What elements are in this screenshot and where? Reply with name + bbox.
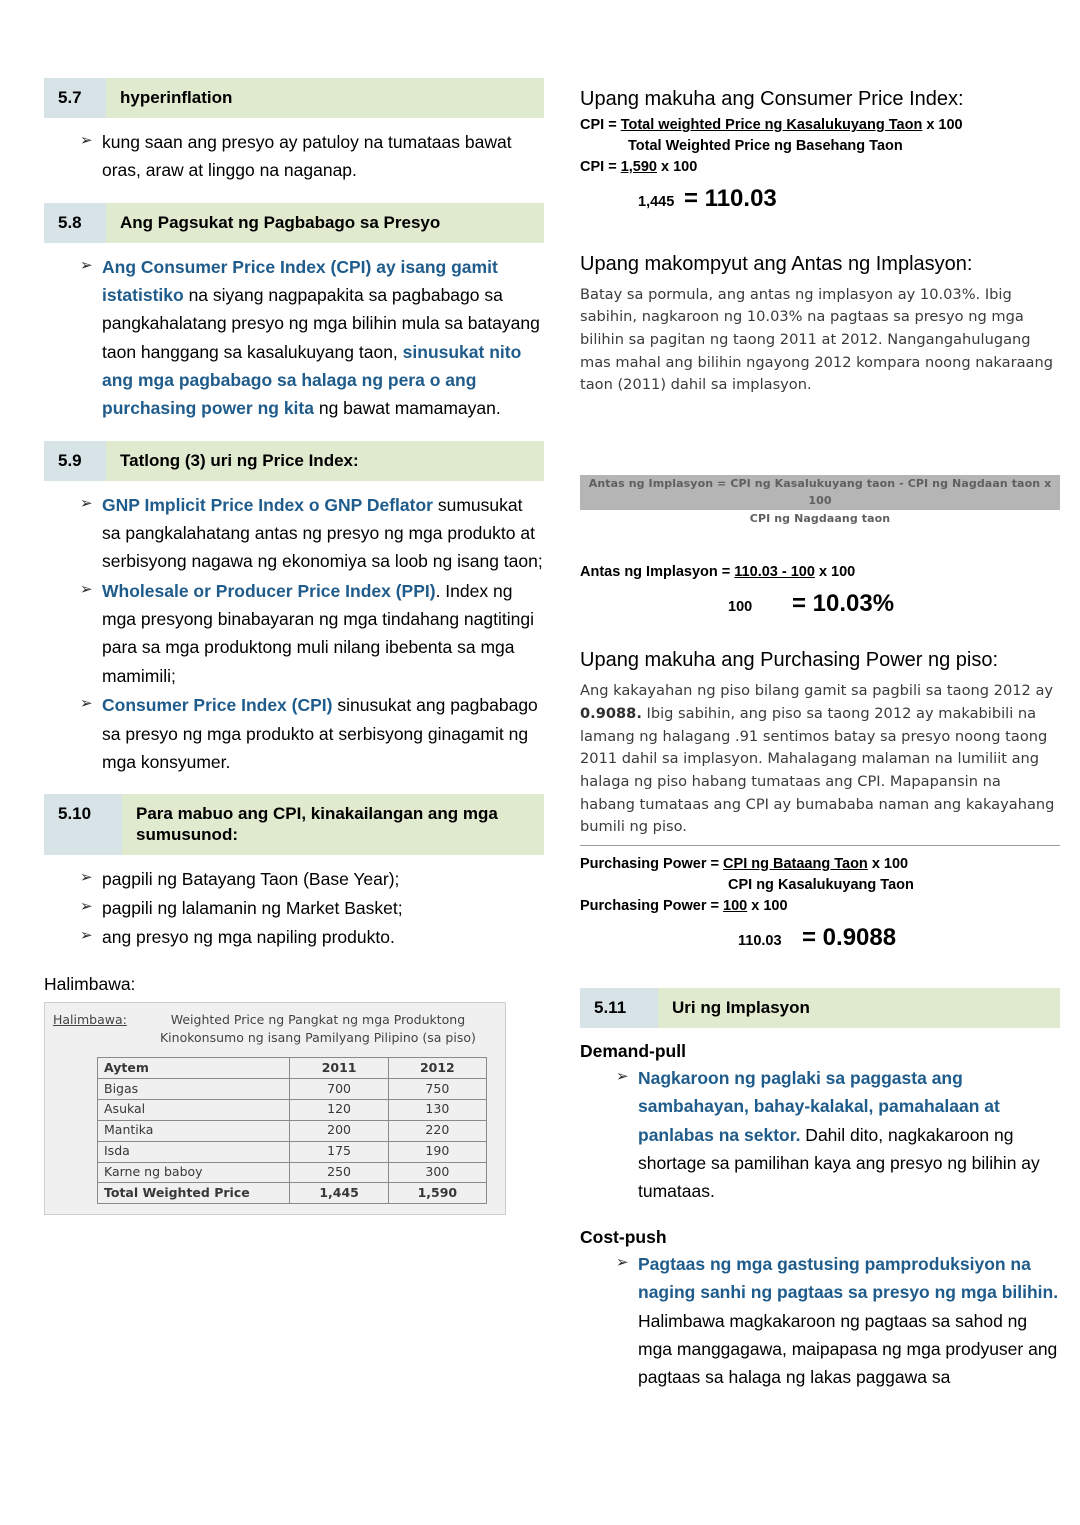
list-item: [44, 491, 544, 576]
list-item: [580, 1250, 1060, 1392]
weighted-price-table: [97, 1057, 487, 1204]
purchasing-formula-prefix: Purchasing Power =: [580, 855, 724, 872]
inflation-scan-formula: [580, 475, 1060, 528]
list-item-bold-text: Nagkaroon ng paglaki sa paggasta ang sambahayan, bahay-kalakal, pamahalaan at panlabas na sektor.: [638, 1067, 1000, 1145]
inflation-scan-formula-line1: Antas ng Implasyon = CPI ng Kasalukuyang taon - CPI ng Nagdaan taon x 100: [580, 475, 1060, 510]
bullet-arrow-icon: ➢: [80, 256, 93, 274]
section-title: Ang Pagsukat ng Pagbabago sa Presyo: [120, 212, 441, 232]
section-title: Uri ng Implasyon: [672, 997, 810, 1017]
cell-item: Mantika: [98, 1120, 290, 1141]
section-header-5-7: [44, 78, 544, 118]
bullet-arrow-icon: ➢: [80, 695, 93, 713]
section-title: Para mabuo ang CPI, kinakailangan ang mga sumusunod:: [136, 804, 498, 845]
inflation-calc-numerator: 110.03 - 100: [734, 563, 815, 580]
cpi-calc-suffix: x 100: [657, 159, 698, 176]
bullet-list-cost-push: [580, 1250, 1060, 1392]
cell-item: Isda: [98, 1141, 290, 1162]
weighted-price-figure: [44, 1002, 506, 1216]
list-item-plain-text: sinusukat ang pagbabago sa presyo ng mga produkto at serbisyong ginagamit ng mga konsyumer.: [102, 695, 538, 772]
subheading-demand-pull: Demand-pull: [580, 1040, 686, 1061]
cell-2011: 700: [290, 1079, 388, 1100]
bullet-arrow-icon: ➢: [80, 132, 93, 149]
bullet-list-5-9: [44, 491, 544, 776]
bullet-arrow-icon: ➢: [616, 1253, 629, 1271]
list-item-bold-text: Pagtaas ng mga gastusing pamproduksiyon na naging sanhi ng pagtaas sa presyo ng mga bilihin.: [638, 1253, 1059, 1303]
bullet-arrow-icon: ➢: [616, 1067, 629, 1085]
section-number: 5.8: [44, 203, 106, 243]
inflation-block-title: Upang makompyut ang Antas ng Implasyon:: [580, 252, 973, 275]
list-item-bold-text: GNP Implicit Price Index o GNP Deflator: [102, 494, 433, 515]
purchasing-formula-line3: [580, 896, 1060, 917]
cell-item: Asukal: [98, 1099, 290, 1120]
bullet-list-5-7: [44, 128, 544, 185]
purchasing-result: = 0.9088: [802, 923, 897, 951]
table-row: [98, 1099, 487, 1120]
list-item-bold-text-2: sinusukat nito ang mga pagbabago sa halaga ng pera o ang purchasing power ng kita: [102, 341, 522, 419]
figure-caption-line2: Kinokonsumo ng isang Pamilyang Pilipino (sa piso): [159, 1030, 476, 1046]
purchasing-formula-suffix: x 100: [867, 855, 909, 872]
list-item-text: kung saan ang presyo ay patuloy na tumataas bawat oras, araw at linggo na naganap.: [102, 132, 512, 181]
bullet-list-demand-pull: [580, 1064, 1060, 1206]
cell-2011: 120: [290, 1099, 388, 1120]
section-number: 5.11: [580, 988, 658, 1028]
section-number: 5.7: [44, 78, 106, 118]
inflation-calc-prefix: Antas ng Implasyon =: [580, 563, 735, 580]
scan-divider: [580, 845, 1060, 846]
cpi-formula-prefix: CPI =: [580, 117, 621, 133]
purchasing-scan-bold: 0.9088.: [580, 705, 642, 723]
cpi-formula: [580, 115, 1060, 217]
list-item: [580, 1064, 1060, 1206]
list-item: [44, 253, 544, 423]
purchasing-formula-denominator: CPI ng Kasalukuyang Taon: [728, 876, 914, 893]
purchasing-calc-denominator: 110.03: [738, 932, 782, 949]
figure-caption-line1: Weighted Price ng Pangkat ng mga Produktong: [170, 1011, 466, 1027]
section-number: 5.9: [44, 441, 106, 481]
purchasing-block-title: Upang makuha ang Purchasing Power ng piso:: [580, 649, 999, 672]
cell-item: Bigas: [98, 1079, 290, 1100]
list-item: [44, 128, 544, 185]
purchasing-formula-line1: [580, 854, 1060, 875]
table-total-row: [98, 1183, 487, 1204]
list-item: [44, 923, 544, 951]
bullet-arrow-icon: ➢: [80, 868, 93, 886]
purchasing-scan-paragraph: [580, 680, 1060, 838]
inflation-formula: [580, 562, 1060, 622]
column-header-2011: 2011: [290, 1058, 388, 1079]
purchasing-scan-part2: Ibig sabihin, ang piso sa taong 2012 ay makabibili na lamang ng halagang .91 sentimos batay sa presyo noong taong 2011 dahil sa implasyon. Mahalagang malaman na lumiliit ang halaga ng piso habang tumataas ang CPI. Mapapansin na habang tumataas ang CPI ay bumababa naman ang kakayahang bumili ng piso.: [580, 705, 1055, 836]
purchasing-calc-suffix: x 100: [747, 897, 788, 914]
section-title: Tatlong (3) uri ng Price Index:: [120, 450, 359, 470]
figure-caption: [53, 1011, 495, 1049]
cell-2012: 190: [388, 1141, 486, 1162]
inflation-scan-formula-line2: CPI ng Nagdaang taon: [749, 512, 891, 526]
cell-2012: 750: [388, 1079, 486, 1100]
purchasing-result-row: [580, 921, 1060, 956]
left-column: [44, 78, 544, 1525]
bullet-arrow-icon: ➢: [80, 927, 93, 945]
cpi-result: = 110.03: [684, 185, 777, 213]
inflation-calc-denominator: 100: [728, 598, 753, 615]
figure-caption-label: Halimbawa:: [53, 1011, 127, 1027]
list-item: [44, 894, 544, 922]
cpi-formula-suffix: x 100: [922, 117, 963, 133]
halimbawa-label: Halimbawa:: [44, 973, 136, 994]
list-item-plain-text: na siyang nagpapakita sa pagbabago sa pangkahalatang presyo ng mga bilihin mula sa batayang taon hanggang sa kasalukuyang taon,: [102, 285, 540, 362]
right-column: [580, 78, 1060, 1525]
cell-total-2011: 1,445: [290, 1183, 388, 1204]
inflation-scan-paragraph: Batay sa pormula, ang antas ng implasyon ay 10.03%. Ibig sabihin, nagkaroon ng 10.03% na pagtaas sa presyo ng mga bilihin sa pagitan ng taong 2011 at 2012. Nangangahulugang mas mahal ang bilihin ngayong 2012 kompara noong nakaraang taon (2011) dahil sa implasyon.: [580, 285, 1053, 394]
bullet-list-5-8: [44, 253, 544, 423]
column-header-2012: 2012: [388, 1058, 486, 1079]
section-header-5-11: [580, 988, 1060, 1028]
bullet-list-5-10: [44, 865, 544, 952]
cell-item: Karne ng baboy: [98, 1162, 290, 1183]
cpi-calc-prefix: CPI =: [580, 159, 621, 176]
purchasing-scan-part1: Ang kakayahan ng piso bilang gamit sa pagbili sa taong 2012 ay: [580, 682, 1054, 700]
figure-caption-text: [141, 1011, 495, 1049]
section-number: 5.10: [44, 794, 122, 855]
list-item-plain-text: sumusukat sa pangkalahatang antas ng presyo ng mga produkto at serbisyong nagawa ng ekonomiya sa loob ng isang taon;: [102, 494, 543, 572]
bullet-arrow-icon: ➢: [80, 580, 93, 598]
cell-2012: 300: [388, 1162, 486, 1183]
purchasing-calc-numerator: 100: [723, 897, 748, 914]
section-header-5-8: [44, 203, 544, 243]
list-item-plain-text: Dahil dito, nagkakaroon ng shortage sa pamilihan kaya ang presyo ng bilihin ay tumataas.: [638, 1124, 1040, 1202]
list-item-plain-text-2: ng bawat mamamayan.: [313, 398, 501, 419]
list-item-text: pagpili ng lalamanin ng Market Basket;: [102, 898, 403, 919]
list-item-plain-text: Halimbawa magkakaroon ng pagtaas sa sahod ng mga manggagawa, maipapasa ng mga prodyuser ang pagtaas sa halaga ng lakas paggawa sa: [638, 1310, 1058, 1388]
subheading-cost-push: Cost-push: [580, 1226, 667, 1247]
list-item: [44, 691, 544, 776]
cpi-formula-denominator: Total Weighted Price ng Basehang Taon: [628, 138, 903, 155]
cell-2011: 200: [290, 1120, 388, 1141]
list-item-text: pagpili ng Batayang Taon (Base Year);: [102, 868, 400, 889]
table-row: [98, 1141, 487, 1162]
inflation-result-row: [580, 587, 1060, 622]
bullet-arrow-icon: ➢: [80, 494, 93, 512]
section-title: hyperinflation: [120, 88, 233, 107]
list-item: [44, 577, 544, 690]
cell-total-2012: 1,590: [388, 1183, 486, 1204]
cpi-formula-line3: [580, 157, 1060, 178]
cpi-result-row: [580, 182, 1060, 217]
table-row: [98, 1162, 487, 1183]
list-item-text: ang presyo ng mga napiling produkto.: [102, 927, 395, 948]
list-item-bold-text: Consumer Price Index (CPI): [102, 695, 333, 716]
column-header-item: Aytem: [98, 1058, 290, 1079]
cpi-calc-numerator: 1,590: [620, 159, 657, 176]
list-item-plain-text: . Index ng mga presyong binabayaran ng mga tindahang nagtitingi para sa mga produktong muli nilang ibebenta sa mga mamimili;: [102, 580, 534, 686]
cell-2012: 130: [388, 1099, 486, 1120]
table-row: [98, 1120, 487, 1141]
cpi-calc-denominator: 1,445: [638, 194, 675, 211]
list-item: [44, 865, 544, 893]
cell-2011: 250: [290, 1162, 388, 1183]
cpi-formula-line1: [580, 115, 1060, 136]
inflation-formula-line1: [580, 562, 1060, 583]
cell-2012: 220: [388, 1120, 486, 1141]
list-item-bold-text: Ang Consumer Price Index (CPI) ay isang gamit istatistiko: [102, 256, 498, 306]
purchasing-formula-numerator: CPI ng Bataang Taon: [723, 855, 868, 872]
list-item-bold-text: Wholesale or Producer Price Index (PPI): [102, 580, 436, 601]
bullet-arrow-icon: ➢: [80, 898, 93, 916]
section-header-5-10: [44, 794, 544, 855]
table-row: [98, 1079, 487, 1100]
cell-total-label: Total Weighted Price: [98, 1183, 290, 1204]
inflation-result: = 10.03%: [792, 589, 895, 617]
purchasing-calc-prefix: Purchasing Power =: [580, 897, 724, 914]
cpi-block-title: Upang makuha ang Consumer Price Index:: [580, 88, 964, 110]
cell-2011: 175: [290, 1141, 388, 1162]
section-header-5-9: [44, 441, 544, 481]
inflation-calc-suffix: x 100: [814, 563, 856, 580]
purchasing-formula: [580, 854, 1060, 956]
cpi-formula-numerator: Total weighted Price ng Kasalukuyang Taon: [620, 117, 923, 133]
table-header-row: [98, 1058, 487, 1079]
